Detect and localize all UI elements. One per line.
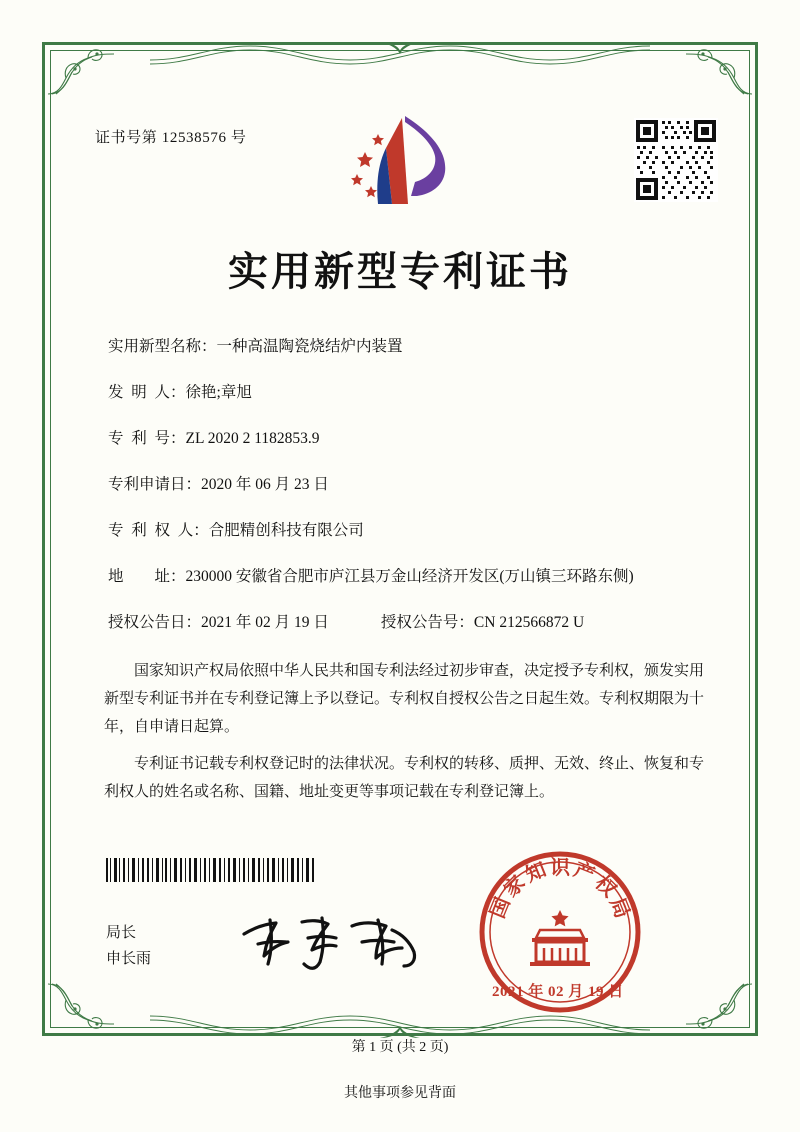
field-label-application-date: 专利申请日： (108, 476, 202, 494)
svg-text:局: 局 (605, 894, 634, 922)
corner-ornament-top-left (44, 44, 118, 98)
field-value-application-date: 2020 年 06 月 23 日 (201, 476, 329, 494)
field-value-announcement-date: 2021 年 02 月 19 日 (201, 614, 329, 632)
handwritten-signature (236, 900, 426, 980)
border-ornament-top (150, 40, 650, 66)
cnipa-logo-icon (345, 112, 460, 217)
field-value-patent-number: ZL 2020 2 1182853.9 (185, 430, 320, 448)
svg-text:识: 识 (550, 857, 570, 879)
page-note: 其他事项参见背面 (344, 1086, 456, 1101)
page-title: 实用新型专利证书 (228, 249, 572, 294)
field-label-patentee: 专 利 权 人： (108, 522, 209, 540)
field-label-announcement-date: 授权公告日： (108, 614, 202, 632)
corner-ornament-bottom-right (682, 980, 756, 1034)
field-row-grant (108, 611, 708, 635)
field-row-patentee (108, 519, 708, 543)
qr-code-icon (634, 118, 718, 202)
certificate-fields (108, 335, 708, 657)
page-indicator: 第 1 页 (共 2 页) (351, 1040, 449, 1055)
svg-text:家: 家 (499, 871, 530, 902)
director-name: 申长雨 (106, 951, 152, 968)
field-label-inventor: 发 明 人： (108, 384, 186, 402)
svg-text:国: 国 (486, 894, 515, 922)
field-value-inventor: 徐艳;章旭 (185, 384, 252, 402)
field-label-announcement-number: 授权公告号： (380, 614, 474, 632)
field-value-name: 一种高温陶瓷烧结炉内装置 (216, 338, 403, 355)
svg-text:知: 知 (522, 858, 550, 887)
barcode-icon (106, 858, 314, 882)
legal-paragraph-2: 专利证书记载专利权登记时的法律状况。专利权的转移、质押、无效、终止、恢复和专利权人的姓名或名称、国籍、地址变更等事项记载在专利登记簿上。 (104, 756, 705, 800)
field-value-patentee: 合肥精创科技有限公司 (208, 522, 364, 540)
field-row-name (108, 335, 708, 359)
legal-paragraph-1: 国家知识产权局依照中华人民共和国专利法经过初步审查，决定授予专利权，颁发实用新型专利证书并在专利登记簿上予以登记。专利权自授权公告之日起生效。专利权期限为十年，自申请日起算。 (104, 663, 705, 735)
field-label-address: 地 址： (108, 568, 186, 586)
field-row-patent-number (108, 427, 708, 451)
legal-text (104, 658, 704, 817)
svg-text:权: 权 (590, 871, 621, 902)
corner-ornament-top-right (682, 44, 756, 98)
field-label-name: 实用新型名称： (108, 338, 217, 355)
field-row-application-date (108, 473, 708, 497)
director-label: 局长 (106, 925, 137, 941)
seal-date: 2021 年 02 月 19 日 (492, 984, 624, 1000)
corner-ornament-bottom-left (44, 980, 118, 1034)
svg-text:产: 产 (570, 858, 598, 887)
field-row-address (108, 565, 708, 589)
field-value-address: 230000 安徽省合肥市庐江县万金山经济开发区(万山镇三环路东侧) (185, 568, 634, 586)
field-label-patent-number: 专 利 号： (108, 430, 186, 448)
field-row-inventor (108, 381, 708, 405)
certificate-number: 证书号第 12538576 号 (95, 130, 247, 146)
director-block (106, 920, 151, 973)
field-value-announcement-number: CN 212566872 U (473, 614, 585, 632)
